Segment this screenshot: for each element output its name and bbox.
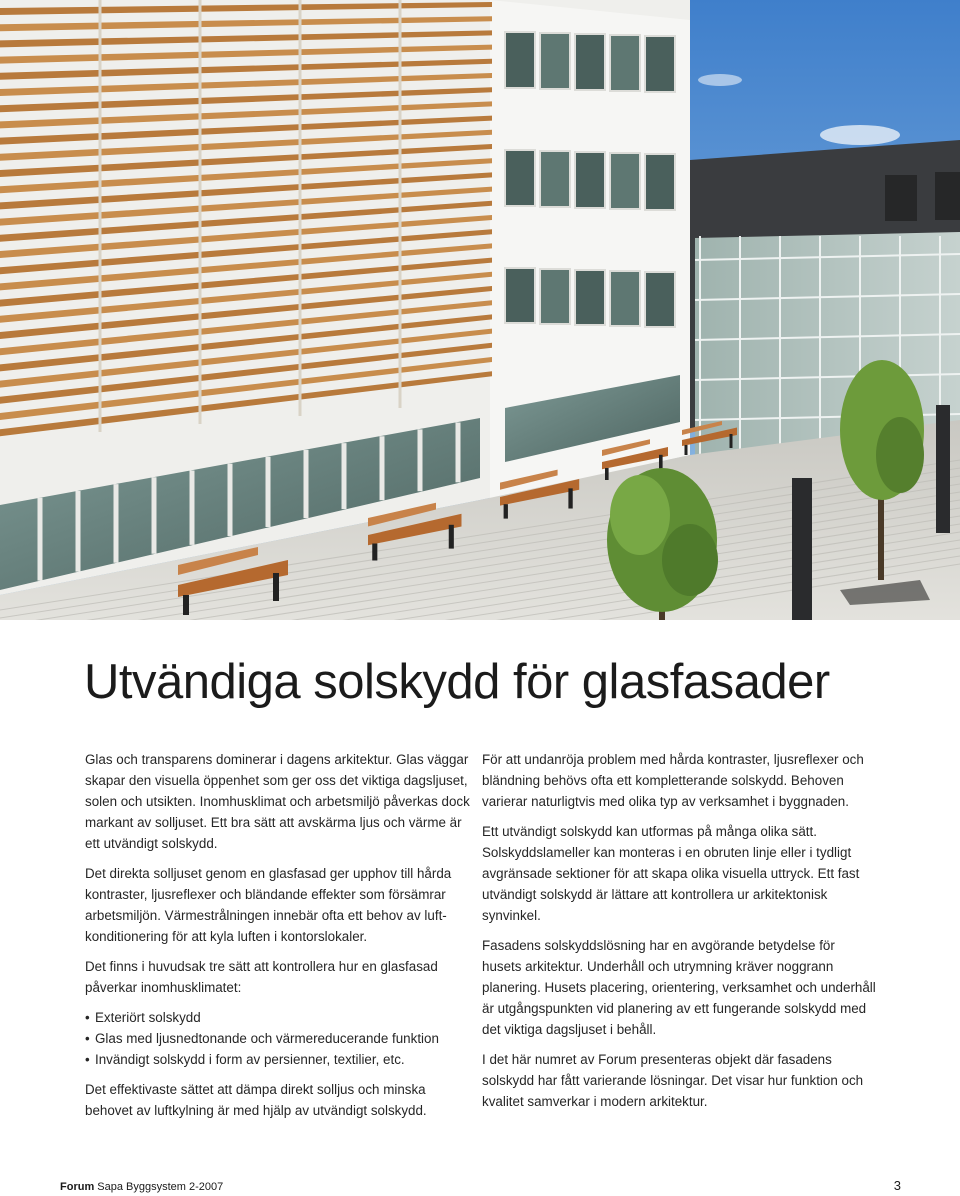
window — [610, 35, 640, 91]
paragraph: För att undanröja problem med hårda kontraster, ljusreflexer och bländning behövs ofta ett kompletterande solskydd. Behoven varierar naturligtvis med olika typ av verksamhet i byggnaden. — [482, 752, 864, 809]
bullet-list — [85, 1007, 470, 1070]
window — [645, 36, 675, 92]
window — [610, 153, 640, 209]
window — [645, 272, 675, 327]
paragraph: Det direkta solljuset genom en glasfasad ger upphov till hårda kontraster, ljusreflexer och bländande effekter som försämrar arbetsmiljön. Värmestrålningen innebär ofta ett behov av luft-konditionering för att kyla luften i kontorslokaler. — [85, 866, 452, 944]
right-column — [482, 749, 877, 1121]
lamp-post — [792, 478, 812, 620]
paragraph: Glas och transparens dominerar i dagens arkitektur. Glas väggar skapar den visuella öppenhet som ger oss det viktiga dagsljuset, solen och utsikten. Inomhusklimat och arbetsmiljö påverkas dock markant av solljuset. Ett bra sätt att avskärma ljus och värme är ett utvändigt solskydd. — [85, 752, 470, 851]
page-title: Utvändiga solskydd för glasfasader — [84, 655, 830, 709]
window — [610, 271, 640, 326]
window — [575, 34, 605, 90]
left-column — [85, 749, 470, 1130]
cloud — [698, 74, 742, 86]
window — [645, 154, 675, 210]
paragraph: I det här numret av Forum presenteras objekt där fasadens solskydd har fått varierande lösningar. Det visar hur funktion och kvalitet samverkar i modern arkitektur. — [482, 1052, 864, 1109]
lamp-post — [936, 405, 950, 533]
footer-publication: Sapa Byggsystem 2-2007 — [94, 1181, 224, 1193]
paragraph: Fasadens solskyddslösning har en avgörande betydelse för husets arkitektur. Underhåll och utrymning kräver noggrann planering. Husets placering, orientering, verksamhet och underhåll är utgångspunkten vid planering av ett fungerande solskydd med det viktiga dagsljuset i behåll. — [482, 938, 876, 1037]
window — [505, 268, 535, 323]
window — [540, 33, 570, 89]
footer-brand: Forum — [60, 1181, 95, 1193]
list-item: • Exteriört solskydd — [85, 1007, 470, 1028]
paragraph: Det effektivaste sättet att dämpa direkt solljus och minska behovet av luftkylning är med hjälp av utvändigt solskydd. — [85, 1082, 427, 1118]
page-number: 3 — [893, 1178, 901, 1193]
window — [540, 269, 570, 324]
paragraph: Ett utvändigt solskydd kan utformas på många olika sätt. Solskyddslameller kan monteras i en obruten linje eller i tydligt avgränsade sektioner för att skapa olika visuella uttryck. Ett fast utvändigt solskydd är lättare att kontrollera ur arkitektonisk synvinkel. — [482, 824, 860, 923]
footer — [60, 1181, 223, 1193]
window — [575, 152, 605, 208]
vent — [885, 175, 917, 221]
list-item: • Invändigt solskydd i form av persienner, textilier, etc. — [85, 1049, 470, 1070]
window — [505, 150, 535, 206]
window — [505, 32, 535, 88]
cloud — [820, 125, 900, 145]
window — [540, 151, 570, 207]
paragraph: Det finns i huvudsak tre sätt att kontrollera hur en glasfasad påverkar inomhusklimatet: — [85, 959, 438, 995]
vent — [935, 172, 960, 220]
list-item: • Glas med ljusnedtonande och värmereducerande funktion — [85, 1028, 470, 1049]
window — [575, 270, 605, 325]
